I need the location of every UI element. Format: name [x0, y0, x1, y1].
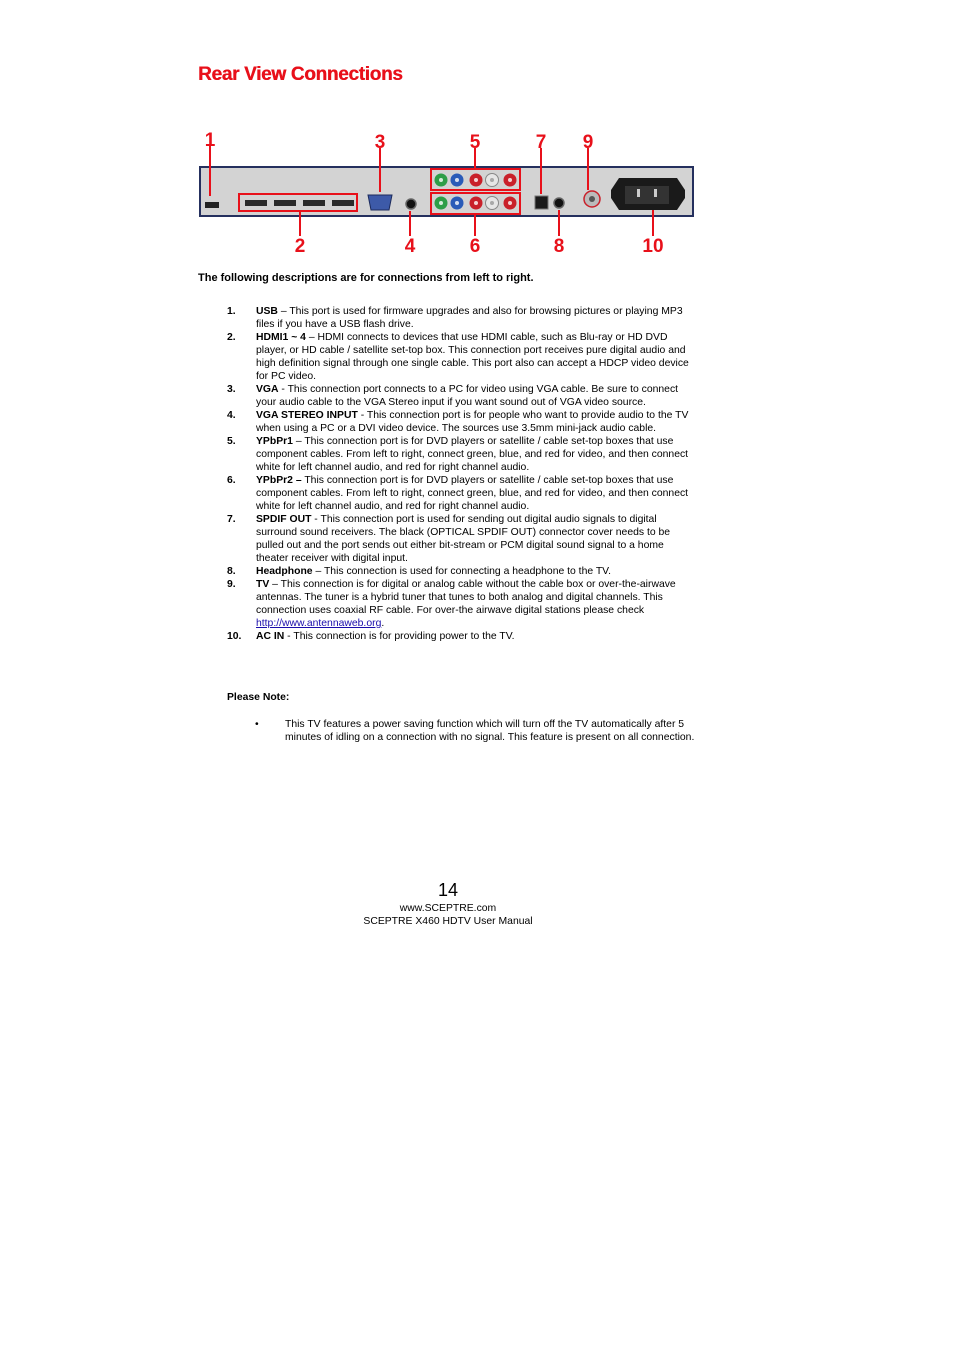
list-item: 2. HDMI1 ~ 4 – HDMI connects to devices that use HDMI cable, such as Blu-ray or HD DVD player, or HD cable / satellite set-top box. This connection port receives pure digital audio and high definition signal through one single cable. This port also can accept a HDCP video device for PC video. — [227, 332, 689, 382]
connection-list — [227, 305, 697, 643]
list-item: 5. YPbPr1 – This connection port is for DVD players or satellite / cable set-top boxes that use component cables. From left to right, connect green, blue, and red for video, and then connect white for left channel audio, and red for right channel audio. — [227, 436, 689, 473]
list-item: 1. USB – This port is used for firmware upgrades and also for browsing pictures or playing MP3 files if you have a USB flash drive. — [227, 306, 683, 330]
label-7: 7 — [535, 132, 547, 153]
label-8: 8 — [553, 236, 565, 257]
headphone-jack — [554, 198, 564, 208]
label-1: 1 — [204, 130, 216, 151]
page-number: 14 — [437, 880, 459, 900]
intro-text: The following descriptions are for connections from left to right. — [198, 272, 534, 284]
note-item — [255, 718, 695, 744]
label-5: 5 — [469, 132, 481, 153]
list-item: 8. Headphone – This connection is used for connecting a headphone to the TV. — [227, 566, 612, 577]
antennaweb-link[interactable]: http://www.antennaweb.org — [256, 618, 382, 629]
label-6: 6 — [469, 236, 481, 257]
list-item: 7. SPDIF OUT - This connection port is used for sending out digital audio signals to digital surround sound receivers. The black (OPTICAL SPDIF OUT) connector cover needs to be pulled out and the port sends out either bit-stream or PCM digital sound signal to a home theater receiver with digital input. — [227, 514, 671, 564]
label-9: 9 — [582, 132, 594, 153]
bullet-icon: • — [255, 719, 259, 730]
list-item: 3. VGA - This connection port connects to a PC for video using VGA cable. Be sure to connect your audio cable to the VGA Stereo input if you want sound out of VGA video source. — [227, 384, 679, 408]
list-item: 9. TV – This connection is for digital or analog cable without the cable box or over-the-airwave antennas. The tuner is a hybrid tuner that tunes to both analog and digital channels. This connection uses coaxial RF cable. For over-the airwave digital stations please check http://www.antennaweb.org. — [227, 579, 676, 629]
usb-port — [205, 202, 219, 208]
note-heading: Please Note: — [227, 692, 290, 703]
note-text: This TV features a power saving function which will turn off the TV automatically after 5 minutes of idling on a connection with no signal. This feature is present on all connection. — [285, 719, 695, 743]
label-4: 4 — [404, 236, 416, 257]
rear-panel-diagram — [196, 126, 696, 258]
footer-manual-title: SCEPTRE X460 HDTV User Manual — [363, 916, 533, 927]
list-item: 10. AC IN - This connection is for providing power to the TV. — [227, 631, 515, 642]
label-2: 2 — [294, 236, 306, 257]
page-title: Rear View Connections — [198, 64, 403, 85]
list-item: 4. VGA STEREO INPUT - This connection port is for people who want to provide audio to the TV when using a PC or a DVI video device. The sources use 3.5mm mini-jack audio cable. — [227, 410, 689, 434]
vga-stereo-jack — [406, 199, 416, 209]
vga-port — [368, 195, 392, 210]
label-10: 10 — [642, 236, 664, 257]
spdif-port — [535, 196, 548, 209]
footer-website: www.SCEPTRE.com — [399, 903, 497, 914]
label-3: 3 — [374, 132, 386, 153]
list-item: 6. YPbPr2 – This connection port is for DVD players or satellite / cable set-top boxes that use component cables. From left to right, connect green, blue, and red for video, and then connect white for left channel audio, and red for right channel audio. — [227, 475, 689, 512]
